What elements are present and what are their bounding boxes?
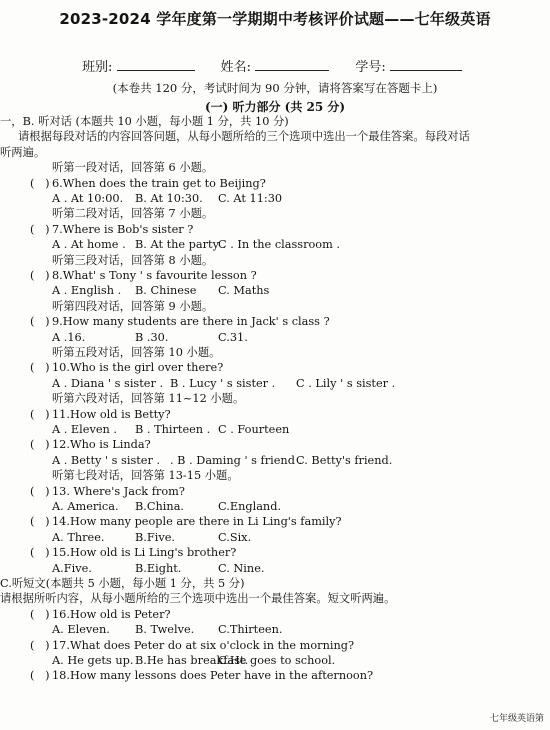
answer-bracket[interactable]: ( ) [30,407,50,421]
part-c-instruction: 请根据所听内容，从每小题所给的三个选项中选出一个最佳答案。短文听两遍。 [0,592,396,606]
answer-option: B .30. [135,330,169,344]
id-label: 学号: [355,60,386,75]
name-label: 姓名: [220,60,252,75]
question-text: 15.How old is Li Ling's brother? [52,546,237,560]
answer-bracket[interactable]: ( ) [30,669,50,683]
question-stem [30,668,373,684]
answer-option: A.Five. [52,561,92,575]
exam-title: 2023-2024 学年度第一学期期中考核评价试题——七年级英语 [59,10,491,28]
answer-option: B.China. [135,500,185,513]
answer-option: B.Five. [135,530,176,544]
answer-option: C . Lily ' s sister . [296,376,396,390]
question-stem [30,176,266,192]
dialogue-intro: 听第六段对话，回答第 11~12 小题。 [52,392,245,406]
dialogue-intro: 听第三段对话，回答第 8 小题。 [52,253,214,267]
answer-option: A. Eleven. [52,623,110,637]
question-stem [30,268,257,284]
answer-bracket[interactable]: ( ) [30,484,50,498]
answer-option: C . Fourteen [218,423,290,436]
question-stem [30,484,185,500]
answer-option: A . Diana ' s sister . [52,376,164,390]
answer-option: C.31. [218,330,248,344]
page-footer: 七年级英语第 [489,714,544,724]
answer-option: A . Eleven . [52,423,118,436]
answer-option: A .16. [52,330,86,344]
answer-option: B. Chinese [135,284,197,298]
question-text: 10.Who is the girl over there? [52,361,224,375]
answer-option: A . At 10:00. [52,192,124,205]
answer-option: A . At home . [52,238,126,252]
question-stem [30,407,171,423]
question-stem [30,545,236,561]
answer-option: C . In the classroom . [218,238,341,252]
question-text: 12.Who is Linda? [52,438,151,452]
answer-option: A. He gets up. [52,654,134,667]
question-stem [30,360,223,376]
answer-option: A . Betty ' s sister . [52,453,161,467]
dialogue-intro: 听第七段对话，回答第 13-15 小题。 [52,469,239,483]
answer-option: B. At 10:30. [135,192,203,205]
answer-option: A . English . [52,284,122,298]
part-b-instruction: 请根据每段对话的内容回答问题，从每小题所给的三个选项中选出一个最佳答案。每段对话 [18,130,470,144]
question-text: 11.How old is Betty? [52,407,171,421]
answer-option: B. At the party . [135,238,227,252]
answer-option: C. Maths [218,284,270,298]
question-text: 7.Where is Bob's sister ? [52,222,194,236]
answer-option: . B . Daming ' s friend . [170,453,303,467]
listening-section-title: (一) 听力部分 (共 25 分) [204,100,346,114]
dialogue-intro: 听第四段对话，回答第 9 小题。 [52,299,214,313]
answer-bracket[interactable]: ( ) [30,438,50,452]
answer-option: C.Six. [218,530,252,544]
class-blank [117,58,195,71]
question-stem [30,314,330,330]
question-text: 17.What does Peter do at six o'clock in the morning? [52,638,355,652]
answer-bracket[interactable]: ( ) [30,176,50,190]
answer-bracket[interactable]: ( ) [30,515,50,529]
answer-option: B . Lucy ' s sister . [170,376,276,390]
question-stem [30,222,193,238]
answer-option: B . Thirteen . [135,423,211,436]
dialogue-intro: 听第一段对话，回答第 6 小题。 [52,161,214,175]
answer-bracket[interactable]: ( ) [30,361,50,375]
answer-option: C. Betty's friend. [296,453,393,467]
answer-bracket[interactable]: ( ) [30,315,50,329]
answer-bracket[interactable]: ( ) [30,607,50,621]
question-stem [30,437,151,453]
question-text: 9.How many students are there in Jack' s class ? [52,315,330,329]
answer-option: C.He goes to school. [218,654,336,667]
answer-option: C. At 11:30 [218,192,283,205]
part-b-heading: 一，B. 听对话 (本题共 10 小题，每小题 1 分，共 10 分) [0,115,289,128]
question-text: 8.What' s Tony ' s favourite lesson ? [52,269,257,282]
question-stem [30,638,354,654]
answer-bracket[interactable]: ( ) [30,269,50,282]
id-blank [390,58,462,71]
question-stem [30,607,171,623]
question-text: 6.When does the train get to Beijing? [52,176,266,190]
question-text: 16.How old is Peter? [52,607,171,621]
dialogue-intro: 听第五段对话，回答第 10 小题。 [52,346,221,359]
dialogue-intro: 听第二段对话，回答第 7 小题。 [52,207,214,221]
question-text: 18.How many lessons does Peter have in the afternoon? [52,669,374,683]
answer-option: B.Eight. [135,561,182,575]
answer-option: A. Three. [52,530,105,544]
answer-option: C. Nine. [218,561,265,575]
answer-option: C.England. [218,500,282,513]
answer-option: B. Twelve. [135,623,195,637]
class-label: 班别: [82,60,113,75]
answer-bracket[interactable]: ( ) [30,222,50,236]
question-text: 14.How many people are there in Li Ling's family? [52,515,342,529]
exam-note: (本卷共 120 分，考试时间为 90 分钟，请将答案写在答题卡上) [112,81,438,95]
part-b-instruction-cont: 听两遍。 [0,145,46,159]
answer-bracket[interactable]: ( ) [30,638,50,652]
answer-option: A. America. [52,500,119,513]
name-blank [255,58,329,71]
question-stem [30,514,342,530]
answer-option: B.He has breakfast. [135,654,249,667]
answer-option: C.Thirteen. [218,623,283,637]
part-c-heading: C.听短文(本题共 5 小题，每小题 1 分，共 5 分) [0,577,245,590]
answer-bracket[interactable]: ( ) [30,546,50,560]
student-info-row [82,56,462,75]
question-text: 13. Where's Jack from? [52,484,185,498]
